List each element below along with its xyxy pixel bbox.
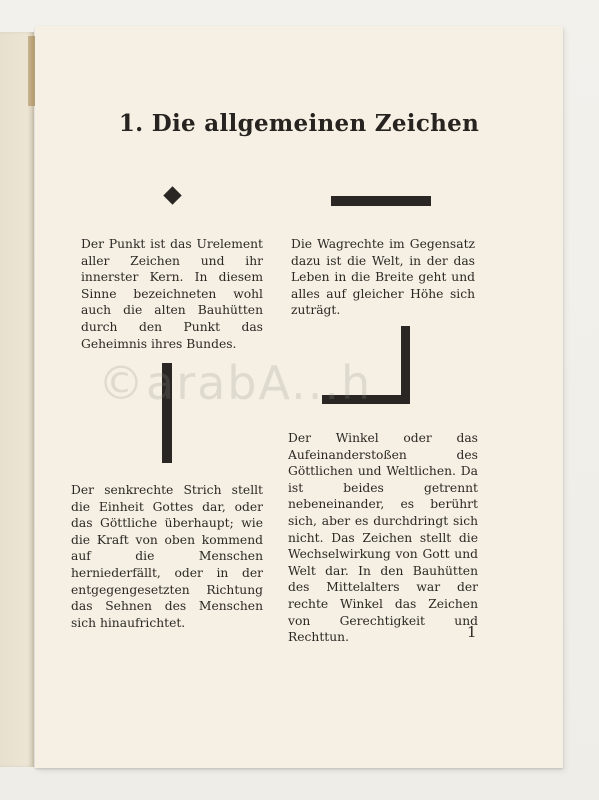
watermark: ©arabA...h [98,356,373,410]
paragraph-wagrechte: Die Wagrechte im Gegensatz dazu ist die Welt, in der das Leben in die Breite geht und alles auf gleicher Höhe sich zuträgt. [291,237,475,318]
paragraph-punkt: Der Punkt ist das Urelement aller Zeichen und ihr innerster Kern. In diesem Sinne bezeichneten wohl auch die alten Bauhütten durch den Punkt das Geheimnis ihres Bundes. [81,237,263,351]
page-title: 1. Die allgemeinen Zeichen [118,110,480,137]
point-symbol [163,186,181,204]
page-number: 1 [467,623,477,641]
facing-page-edge [0,32,34,767]
horizontal-line-symbol [331,196,431,206]
paragraph-senkrechte: Der senkrechte Strich stellt die Einheit Gottes dar, oder das Göttliche überhaupt; wie die Kraft von oben kommend auf die Menschen herniederfällt, oder in der entgegengesetzten Richtung das Sehnen des Menschen sich hinaufrichtet. [71,483,263,630]
paragraph-winkel: Der Winkel oder das Aufeinanderstoßen des Göttlichen und Weltlichen. Da ist beides getrennt nebeneinander, es berührt sich, aber es durchdringt sich nicht. Das Zeichen stellt die Wechselwirkung von Gott und Welt dar. In den Bauhütten des Mittelalters war der rechte Winkel das Zeichen von Gerechtigkeit und Rechttun. [288,431,478,645]
